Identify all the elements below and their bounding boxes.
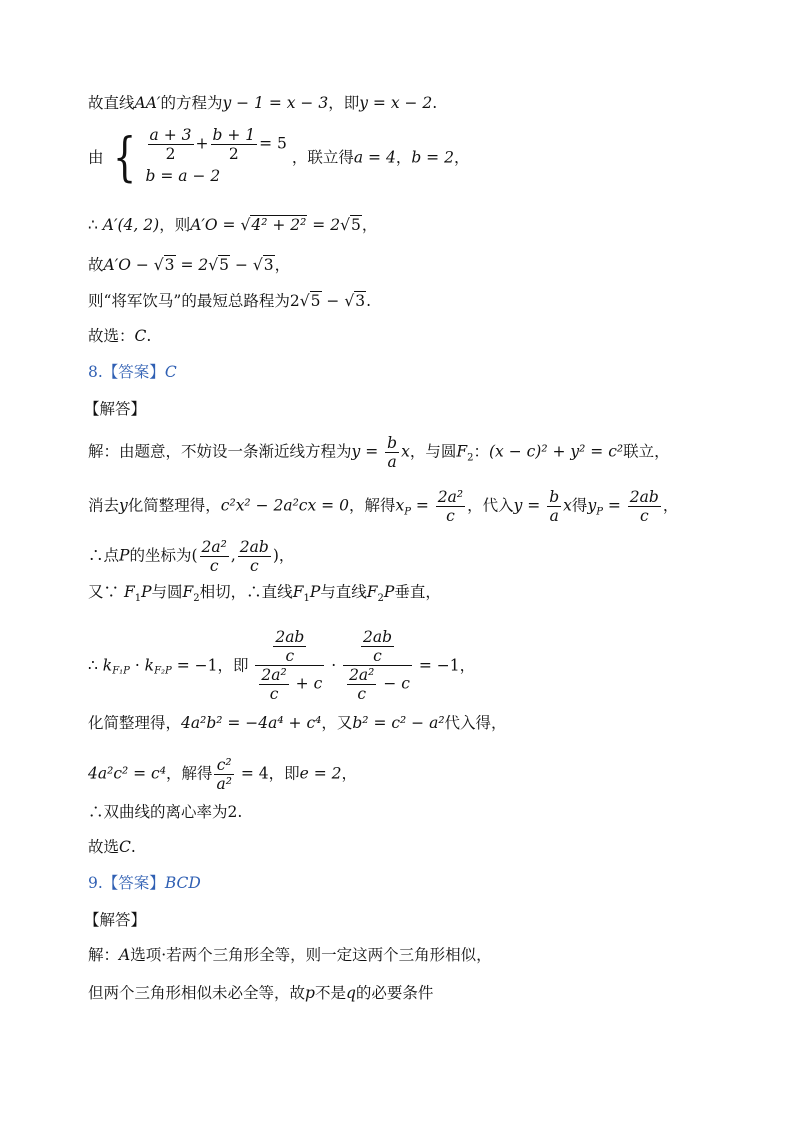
line-aa-equation [88,92,754,114]
text: ，解得 [348,496,396,515]
text: 由 [88,148,104,167]
math: x [563,496,572,515]
text: 但两个三角形相似未必全等，故 [88,984,306,1002]
math: y = x − 2 [359,94,433,112]
text: 化简整理得， [127,496,221,515]
sqrt-symbol: √ [153,256,164,274]
text: 故 [88,256,104,274]
text: ， [278,546,295,565]
question-number: 9. [88,874,103,892]
radicand: 4² + 2² [251,216,307,234]
compound-fraction: $\frac{2ab}{c}$ $\frac{\text{2a²}}{c}$ − c [343,628,412,703]
radicand: 5 [310,292,321,310]
text: ，即 [268,764,300,783]
answer-tag: 【答案】 [102,363,165,381]
math: A′(4, 2) [102,216,160,234]
text: . [237,803,243,821]
fraction: $\frac{\text{2a²}}{c}$ [201,538,227,575]
text: ∴双曲线的离心率为 [88,803,228,821]
radicand: 5 [219,256,230,274]
math: q [345,984,356,1002]
sqrt-symbol: √ [299,292,310,310]
text: 又∵ [88,583,124,601]
text: 消去 [88,496,120,515]
math: = 2 [307,216,341,234]
math: F [182,583,194,601]
answer-tag: 【答案】 [102,874,165,892]
question-number: 8. [88,363,103,381]
subscript: P [404,506,411,518]
text: 的必要条件 [355,984,434,1002]
line-necessary-condition [88,982,754,1004]
math: − [230,256,253,274]
math: = [602,496,626,515]
text: 得 [571,496,588,515]
text: ，联立得 [291,148,354,167]
math: = −1 [413,656,460,675]
subscript: 2 [467,452,474,464]
line-tangent [88,581,754,603]
line-solve-e [88,756,754,793]
math: P [141,583,152,601]
math: F [292,583,304,601]
answer-value: BCD [164,874,201,892]
math: b = 2 [411,148,454,167]
math: p [305,984,315,1002]
text: 化简整理得， [88,714,182,732]
math: 4a²b² = −4a⁴ + c⁴ [181,714,322,732]
math: = −1 [171,656,218,675]
text: ，解得 [165,764,213,783]
math: AA′ [134,94,161,112]
math: c²x² − 2a²cx = 0 [220,496,349,515]
text: 选项·若两个三角形全等，则一定这两个三角形相似， [130,946,492,964]
brace-symbol: { [113,127,137,188]
math: ( [191,546,198,565]
text: 的方程为 [160,94,223,112]
text: ，代入 [467,496,514,515]
math: , [230,546,236,565]
line-eccentricity [88,801,754,823]
text: 解：由题意，不妨设一条渐近线方程为 [88,442,352,461]
system-row-2: b = a − 2 [145,167,221,185]
radicand: 5 [350,216,361,234]
fraction: $\frac{\text{2a²}}{c}$ [349,666,375,703]
equation-system [108,126,286,189]
subscript: F₁P [112,665,130,677]
math: k [144,656,155,675]
line-choose-c-2 [88,836,754,858]
math: y − 1 = x − 3 [222,94,329,112]
text: 则“将军饮马”的最短总路程为 [88,292,290,310]
text: 的坐标为 [129,546,192,565]
line-option-a [88,944,754,966]
fraction: $\frac{2ab}{c}$ [275,628,305,665]
math: − [321,292,345,310]
sqrt-symbol: √ [208,256,219,274]
math: P [383,583,395,601]
math: A′O = [190,216,241,234]
math: k [102,656,113,675]
math: (x − c)² + y² = c² [488,442,624,461]
math: P [309,583,321,601]
math: · [326,656,342,675]
fraction: $\frac{b + 1}{2}$ [212,126,256,163]
fraction: $\frac{\text{c²}}{\text{a²}}$ [216,756,232,793]
math: · [129,656,145,675]
text: ： [473,442,489,461]
math: 2 [227,803,238,821]
fraction: $\frac{2ab}{c}$ [362,628,392,665]
text: ， [662,496,679,515]
math: C [119,838,131,856]
text: . [432,94,438,112]
fraction: $\frac{b}{a}$ [387,434,398,471]
line-a-prime [88,214,754,236]
text: ，与圆 [409,442,457,461]
math: x [395,496,405,515]
text: ∴点 [88,546,120,565]
q9-solution-heading: 【解答】 [84,911,147,929]
line-slopes [88,628,754,703]
math: y = [351,442,384,461]
sqrt-symbol: √ [240,216,251,234]
sqrt-symbol: √ [340,216,350,234]
line-simplify [88,712,754,734]
subscript: 1 [134,593,142,605]
system-row-1 [146,126,287,163]
math: y [587,496,597,515]
line-asymptote [88,434,754,471]
sqrt-symbol: √ [344,292,355,310]
fraction: $\frac{b}{a}$ [549,488,560,525]
line-choose-c [88,325,754,347]
text: ∴ [88,216,103,234]
text: ，又 [321,714,353,732]
text: . [130,838,136,856]
math: F [123,583,135,601]
text: ， [459,656,476,675]
fraction: $\frac{\text{2a²}}{c}$ [261,666,287,703]
text: ， [361,216,378,234]
text: ， [453,148,470,167]
subscript: P [596,506,603,518]
compound-fraction: $\frac{2ab}{c}$ $\frac{\text{2a²}}{c}$ + c [255,628,324,703]
text: 与圆 [151,583,183,601]
subscript: 2 [377,593,384,605]
math: e = 2 [299,764,342,783]
line-system [88,126,754,189]
text: ∴ [88,656,103,675]
text: ， [395,148,412,167]
math: P [119,546,130,565]
text: ，则 [159,216,191,234]
text: ， [274,256,291,274]
text: . [366,292,372,310]
math: y [119,496,128,515]
fraction: $\frac{a + 3}{2}$ [149,126,192,163]
radicand: 3 [263,256,274,274]
text: ，即 [328,94,360,112]
text: 解： [88,946,120,964]
line-difference [88,254,754,276]
sqrt-symbol: √ [252,256,263,274]
text: ， [341,764,358,783]
line-solve-xp [88,488,754,525]
math: A′O − [103,256,154,274]
q8-solution-heading: 【解答】 [84,400,147,418]
fraction: $\frac{2ab}{c}$ [629,488,659,525]
math: x [401,442,410,461]
plus: + [195,134,209,153]
math: = 2 [175,256,209,274]
subscript: F₂P [154,665,172,677]
subscript: 1 [303,593,310,605]
math: = 5 [259,134,287,153]
line-point-p [88,538,754,575]
line-shortest-path [88,290,754,312]
math: = [410,496,434,515]
text: 与直线 [320,583,367,601]
text: ，即 [217,656,249,675]
math: 4a²c² = c⁴ [88,764,166,783]
text: 故选 [88,838,120,856]
text: 故直线 [88,94,135,112]
q9-answer [88,872,754,894]
radicand: 3 [164,256,175,274]
fraction: $\frac{\text{2a²}}{c}$ [437,488,464,525]
math: A [119,946,131,964]
text: 代入得， [444,714,507,732]
math: C [134,327,147,345]
text: 联立， [623,442,670,461]
math: b² = c² − a² [352,714,445,732]
math: = 4 [235,764,269,783]
q8-answer [88,361,754,383]
text: 故选： [88,327,135,345]
text: 垂直， [394,583,441,601]
text: 不是 [314,984,346,1002]
fraction: $\frac{2ab}{c}$ [239,538,269,575]
math: a = 4 [353,148,396,167]
subscript: 2 [193,593,200,605]
answer-value: C [164,363,177,381]
radicand: 3 [355,292,366,310]
math: y = [513,496,546,515]
math: 2 [289,292,300,310]
math: ) [272,546,279,565]
text: . [146,327,152,345]
math: F [366,583,378,601]
math: F [456,442,468,461]
text: 相切，∴直线 [199,583,293,601]
